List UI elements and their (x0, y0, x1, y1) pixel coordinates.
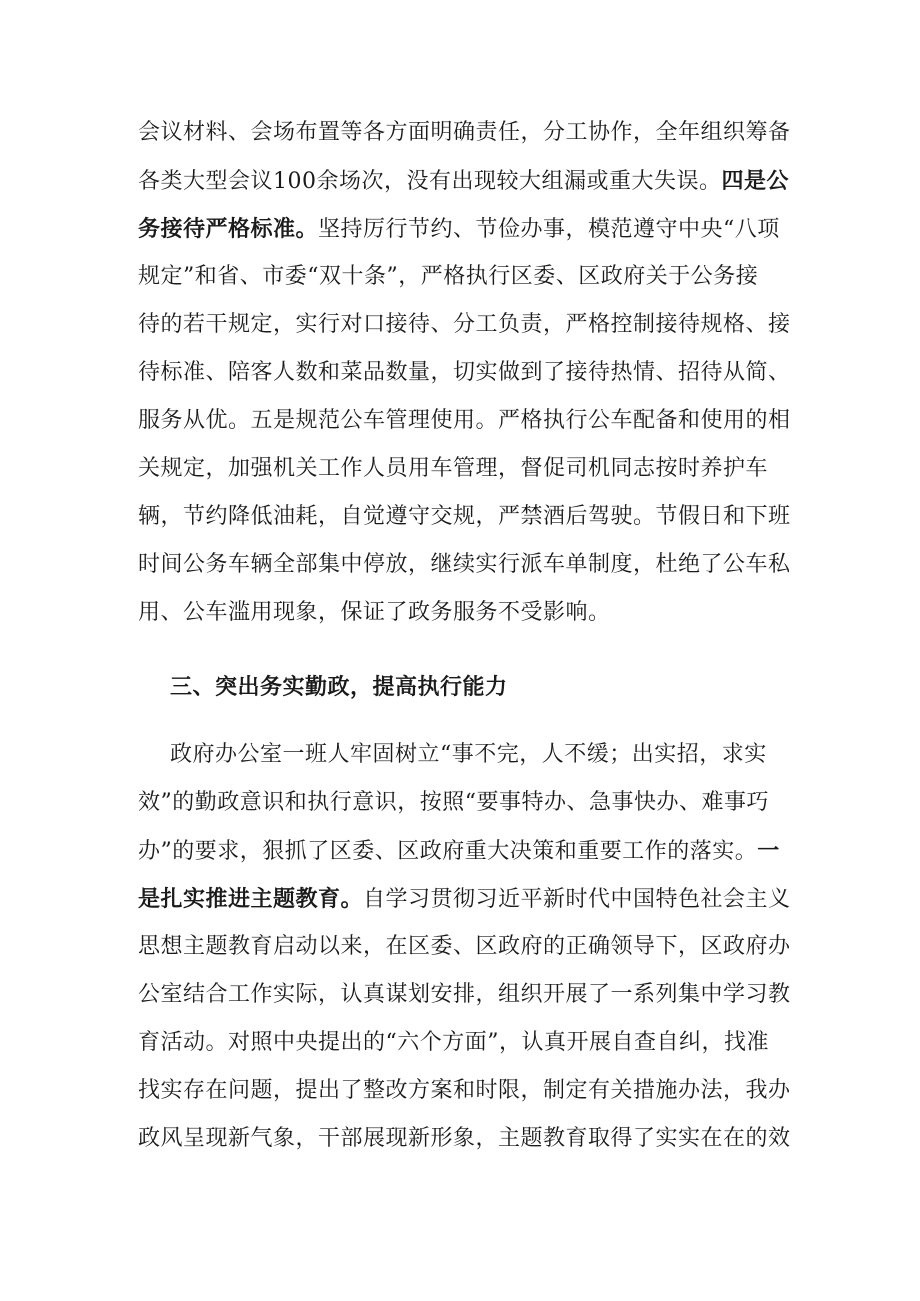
text-line (138, 166, 790, 196)
text-line: 待标准、陪客人数和菜品数量，切实做到了接待热情、招待从简、 (138, 360, 791, 385)
text-line: 找实存在问题，提出了整改方案和时限，制定有关措施办法，我办 (138, 1078, 791, 1103)
text-line: 思想主题教育启动以来，在区委、区政府的正确领导下，区政府办 (138, 934, 791, 959)
text-run: 自学习贯彻习近平新时代中国特色社会主义 (363, 887, 791, 912)
text-run: 办”的要求，狠抓了区委、区政府重大决策和重要工作的落实。 (138, 839, 758, 864)
bold-run: 是扎实推进主题教育。 (138, 886, 364, 912)
text-line: 效”的勤政意识和执行意识，按照“要事特办、急事快办、难事巧 (138, 790, 769, 815)
text-line: 公室结合工作实际，认真谋划安排，组织开展了一系列集中学习教 (138, 982, 791, 1007)
text-line: 政风呈现新气象，干部展现新形象，主题教育取得了实实在在的效 (138, 1126, 791, 1151)
text-line (138, 214, 778, 244)
section-heading: 三、突出务实勤政，提高执行能力 (170, 674, 508, 700)
text-line: 服务从优。五是规范公车管理使用。严格执行公车配备和使用的相 (138, 408, 791, 433)
text-line: 会议材料、会场布置等各方面明确责任，分工协作，全年组织筹备 (138, 120, 791, 145)
text-line: 关规定，加强机关工作人员用车管理，督促司机同志按时养护车 (138, 456, 769, 481)
text-line: 时间公务车辆全部集中停放，继续实行派车单制度，杜绝了公车私 (138, 552, 791, 577)
bold-run: 四是公 (721, 168, 790, 194)
text-line: 用、公车滥用现象，保证了政务服务不受影响。 (138, 600, 611, 625)
text-line: 育活动。对照中央提出的“六个方面”，认真开展自查自纠，找准 (138, 1030, 769, 1055)
bold-run: 一 (757, 838, 780, 864)
bold-run: 务接待严格标准。 (138, 216, 319, 242)
text-run: 坚持厉行节约、节俭办事，模范遵守中央“八项 (318, 217, 780, 242)
text-line: 规定”和省、市委“双十条”，严格执行区委、区政府关于公务接 (138, 264, 759, 289)
text-line (138, 884, 791, 914)
text-line: 待的若干规定，实行对口接待、分工负责，严格控制接待规格、接 (138, 312, 791, 337)
text-line: 政府办公室一班人牢固树立“事不完，人不缓；出实招，求实 (170, 742, 767, 767)
text-line (138, 836, 778, 866)
text-run: 各类大型会议100余场次，没有出现较大组漏或重大失误。 (138, 169, 722, 194)
text-line: 辆，节约降低油耗，自觉遵守交规，严禁酒后驾驶。节假日和下班 (138, 504, 791, 529)
